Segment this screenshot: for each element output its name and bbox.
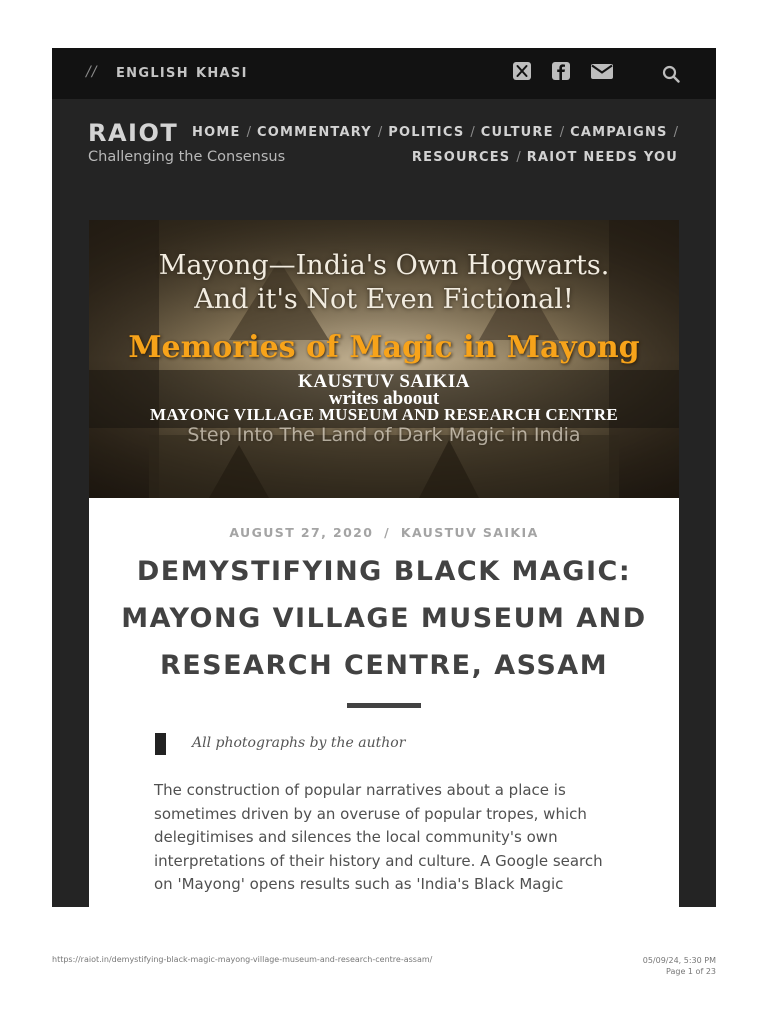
search-icon[interactable] (662, 65, 680, 83)
article-title (109, 548, 659, 689)
nav-separator: / (470, 125, 475, 140)
hero-title: Memories of Magic in Mayong (128, 330, 640, 365)
language-separator: // (86, 64, 98, 80)
featured-image (89, 220, 679, 498)
email-icon[interactable] (590, 61, 614, 81)
nav-item-commentary[interactable]: COMMENTARY (256, 125, 372, 140)
nav-item-raiot-needs-you[interactable]: RAIOT NEEDS YOU (526, 150, 678, 165)
blockquote-bar (155, 733, 166, 755)
nav-item-resources[interactable]: RESOURCES (411, 150, 511, 165)
site-header (52, 99, 716, 219)
print-page-number: Page 1 of 23 (666, 967, 716, 976)
post-author-link[interactable]: KAUSTUV SAIKIA (400, 525, 539, 540)
print-datetime: 05/09/24, 5:30 PM (642, 956, 716, 965)
body-line: The construction of popular narratives about a place is (154, 781, 566, 799)
post-date[interactable]: AUGUST 27, 2020 (229, 525, 374, 540)
body-line: sometimes driven by an overuse of popular tropes, which (154, 804, 587, 823)
body-line: on 'Mayong' opens results such as 'India's Black Magic (154, 875, 564, 893)
title-divider (347, 703, 421, 708)
site-frame (52, 48, 716, 907)
nav-item-culture[interactable]: CULTURE (480, 125, 554, 140)
site-tagline: Challenging the Consensus (88, 149, 286, 165)
nav-item-home[interactable]: HOME (192, 125, 241, 140)
hero-writes-about: writes aboout (328, 388, 440, 409)
site-title[interactable]: RAIOT (88, 119, 179, 147)
hero-headline-1: Mayong—India's Own Hogwarts. (158, 250, 610, 281)
nav-separator: / (559, 125, 565, 140)
print-footer-info (643, 955, 716, 977)
hero-headline-2: And it's Not Even Fictional! (194, 284, 574, 315)
x-twitter-icon[interactable] (512, 61, 532, 81)
nav-separator: / (246, 125, 251, 140)
article-card (89, 220, 679, 907)
photo-credit-caption: All photographs by the author (192, 735, 406, 751)
article-title-line: DEMYSTIFYING BLACK MAGIC: (136, 556, 632, 587)
language-english-link[interactable]: ENGLISH (116, 66, 189, 81)
nav-separator: / (377, 125, 383, 140)
article-title-line: RESEARCH CENTRE, ASSAM (159, 650, 609, 681)
post-meta (89, 525, 679, 540)
facebook-icon[interactable] (551, 61, 571, 81)
print-footer-url: https://raiot.in/demystifying-black-magic-mayong-village-museum-and-research-centre-assam/ (52, 955, 433, 964)
nav-item-campaigns[interactable]: CAMPAIGNS (570, 125, 668, 140)
language-khasi-link[interactable]: KHASI (196, 66, 248, 81)
body-line: delegitimises and silences the local community's own (154, 828, 558, 846)
nav-separator: / (516, 150, 521, 165)
top-bar (52, 48, 716, 99)
primary-nav-row-1 (192, 125, 684, 140)
primary-nav-row-2 (412, 150, 678, 165)
body-line: interpretations of their history and culture. A Google search (154, 851, 603, 870)
meta-separator: / (384, 525, 391, 540)
hero-background-text: Step Into The Land of Dark Magic in India (187, 424, 581, 446)
nav-separator: / (673, 125, 678, 140)
hero-author: KAUSTUV SAIKIA (298, 371, 470, 392)
article-body (154, 779, 624, 897)
hero-subject: MAYONG VILLAGE MUSEUM AND RESEARCH CENTRE (149, 405, 619, 424)
article-title-line: MAYONG VILLAGE MUSEUM AND (121, 603, 647, 634)
nav-item-politics[interactable]: POLITICS (388, 125, 465, 140)
